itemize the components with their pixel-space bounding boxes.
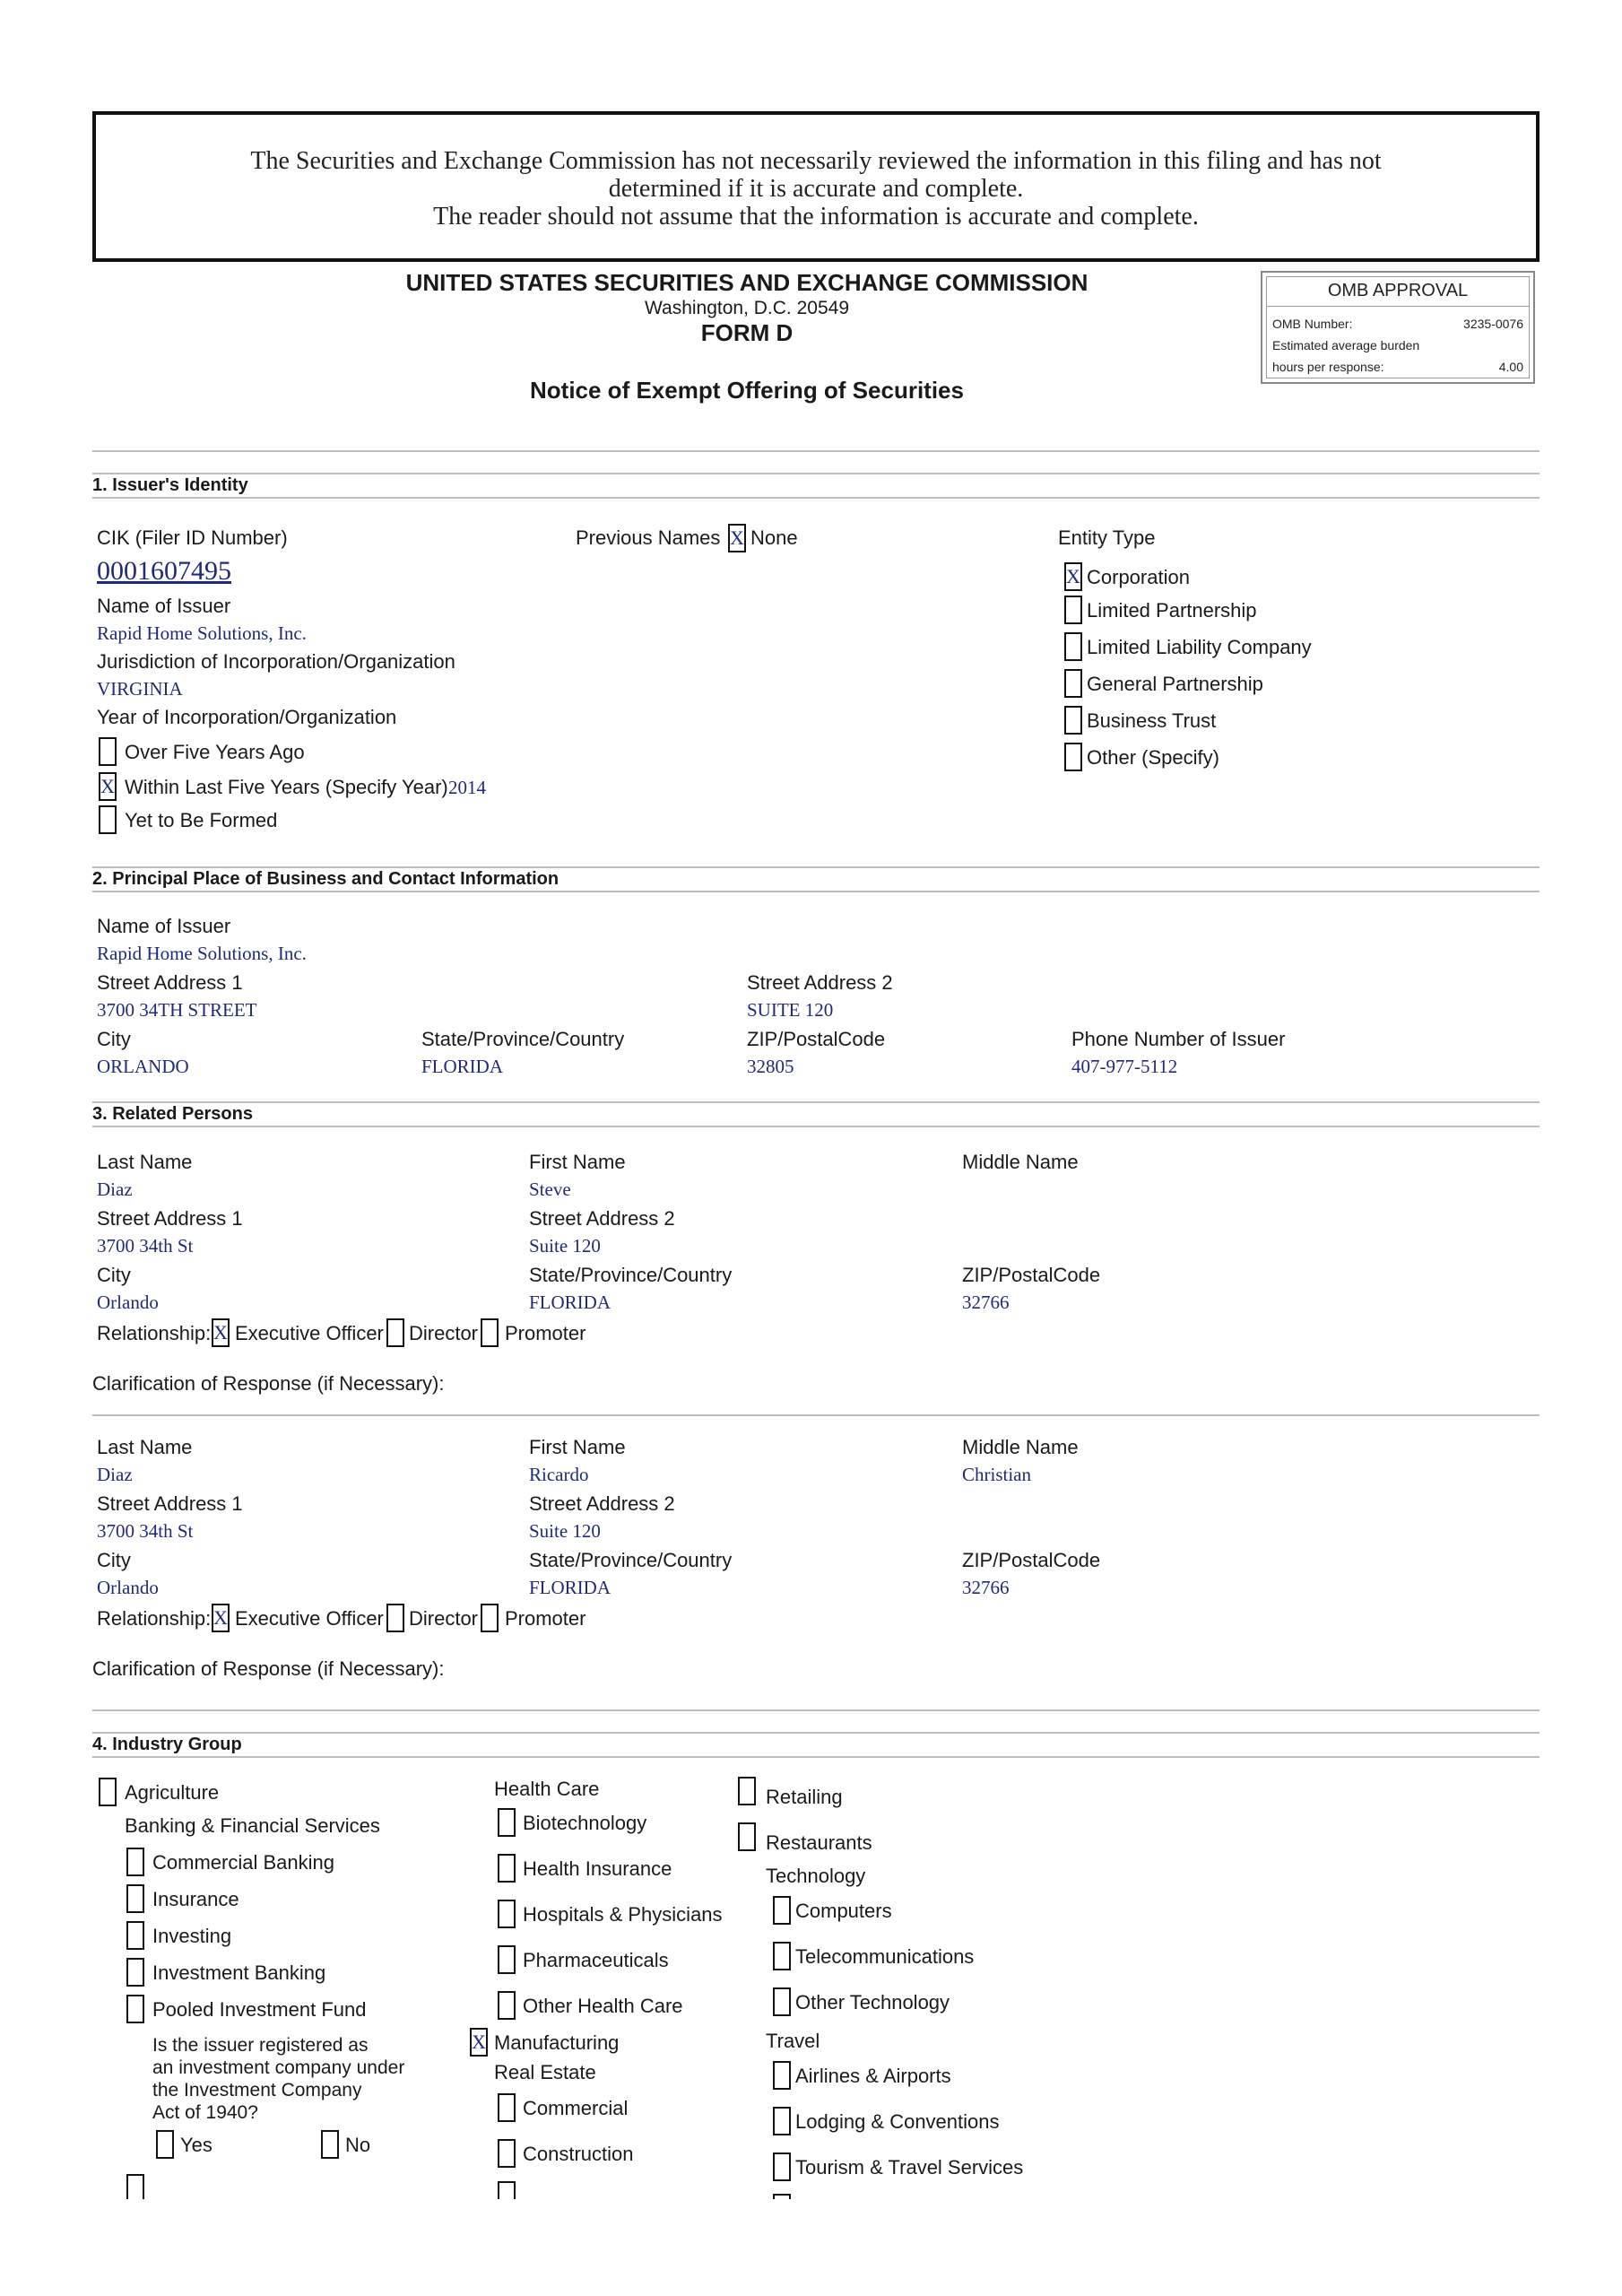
omb-approval-box — [1261, 271, 1535, 384]
executive-officer-checkbox[interactable]: X — [212, 1318, 230, 1347]
commercial-banking-checkbox[interactable] — [126, 1848, 144, 1876]
person-city: Orlando — [97, 1577, 159, 1598]
person-last-name-label: Last Name — [97, 1151, 193, 1173]
other-health-care-checkbox[interactable] — [498, 1991, 516, 2020]
entity-limited-partnership-checkbox[interactable] — [1064, 596, 1082, 624]
telecommunications-checkbox[interactable] — [773, 1942, 791, 1970]
person-street1-label: Street Address 1 — [97, 1492, 243, 1515]
other-technology-checkbox[interactable] — [773, 1987, 791, 2016]
agriculture-checkbox[interactable] — [99, 1778, 117, 1806]
investment-banking-checkbox[interactable] — [126, 1958, 144, 1987]
pharmaceuticals-label: Pharmaceuticals — [523, 1949, 669, 1971]
pharmaceuticals-checkbox[interactable] — [498, 1945, 516, 1974]
person-zip: 32766 — [962, 1577, 1010, 1598]
cik-label: CIK (Filer ID Number) — [97, 526, 288, 549]
omb-number-value: 3235-0076 — [1463, 317, 1523, 331]
yet-to-be-formed-checkbox[interactable] — [99, 805, 117, 834]
investing-checkbox[interactable] — [126, 1921, 144, 1950]
airlines-airports-checkbox[interactable] — [773, 2061, 791, 2090]
person-state-label: State/Province/Country — [529, 1264, 733, 1286]
airlines-airports-label: Airlines & Airports — [795, 2065, 951, 2087]
pooled-investment-fund-checkbox[interactable] — [126, 1995, 144, 2023]
tourism-travel-checkbox[interactable] — [773, 2152, 791, 2181]
entity-other-checkbox[interactable] — [1064, 743, 1082, 771]
person-last-name: Diaz — [97, 1178, 133, 1200]
issuer-name-value: Rapid Home Solutions, Inc. — [97, 622, 307, 644]
entity-corporation-label: Corporation — [1087, 566, 1190, 588]
real-estate-heading: Real Estate — [494, 2061, 596, 2083]
entity-corporation-checkbox[interactable]: X — [1064, 562, 1082, 591]
omb-title: OMB APPROVAL — [1327, 281, 1469, 300]
disclaimer-line-3: The reader should not assume that the information is accurate and complete. — [433, 203, 1199, 230]
section-2-heading: 2. Principal Place of Business and Contact Information — [92, 869, 559, 889]
investment-banking-label: Investment Banking — [152, 1961, 326, 1984]
issuer-name-label: Name of Issuer — [97, 595, 231, 617]
construction-label: Construction — [523, 2143, 634, 2165]
real-estate-commercial-label: Commercial — [523, 2097, 629, 2119]
retailing-label: Retailing — [766, 1786, 843, 1808]
biotechnology-label: Biotechnology — [523, 1812, 647, 1834]
omb-number-label: OMB Number: — [1272, 317, 1353, 331]
director-label: Director — [409, 1607, 479, 1630]
other-banking-checkbox[interactable] — [126, 2174, 144, 2199]
promoter-checkbox[interactable] — [481, 1318, 499, 1347]
clarification-label: Clarification of Response (if Necessary): — [92, 1657, 445, 1680]
biotechnology-checkbox[interactable] — [498, 1808, 516, 1837]
restaurants-checkbox[interactable] — [738, 1822, 756, 1851]
form-title: FORM D — [700, 319, 794, 346]
entity-general-partnership-checkbox[interactable] — [1064, 669, 1082, 698]
disclaimer-line-1: The Securities and Exchange Commission has not necessarily reviewed the information in this filing and has not — [250, 147, 1382, 175]
person-first-name-label: First Name — [529, 1436, 626, 1458]
section-4-heading: 4. Industry Group — [92, 1735, 242, 1754]
within-five-years-label: Within Last Five Years (Specify Year) — [125, 776, 448, 798]
previous-names-label: Previous Names — [576, 526, 721, 549]
insurance-checkbox[interactable] — [126, 1884, 144, 1913]
person-first-name: Ricardo — [529, 1464, 589, 1485]
agriculture-label: Agriculture — [125, 1781, 220, 1804]
principal-street2-label: Street Address 2 — [747, 971, 893, 994]
person-street2-label: Street Address 2 — [529, 1207, 675, 1230]
person-city-label: City — [97, 1264, 131, 1286]
within-five-years-checkbox[interactable]: X — [99, 772, 117, 801]
director-label: Director — [409, 1322, 479, 1344]
jurisdiction-value: VIRGINIA — [97, 678, 183, 700]
entity-business-trust-label: Business Trust — [1087, 709, 1217, 732]
principal-street2-value: SUITE 120 — [747, 999, 834, 1021]
question-line: an investment company under — [152, 2057, 405, 2078]
real-estate-commercial-checkbox[interactable] — [498, 2093, 516, 2122]
person-first-name: Steve — [529, 1178, 571, 1200]
director-checkbox[interactable] — [386, 1604, 404, 1632]
commercial-banking-label: Commercial Banking — [152, 1851, 334, 1874]
retailing-checkbox[interactable] — [738, 1777, 756, 1805]
clarification-label: Clarification of Response (if Necessary): — [92, 1372, 445, 1395]
entity-business-trust-checkbox[interactable] — [1064, 706, 1082, 735]
health-care-heading: Health Care — [494, 1778, 600, 1800]
principal-name-label: Name of Issuer — [97, 915, 231, 937]
section-1-heading: 1. Issuer's Identity — [92, 475, 248, 495]
over-five-years-checkbox[interactable] — [99, 737, 117, 766]
promoter-checkbox[interactable] — [481, 1604, 499, 1632]
section-3-heading: 3. Related Persons — [92, 1104, 253, 1124]
promoter-label: Promoter — [505, 1322, 586, 1344]
restaurants-label: Restaurants — [766, 1831, 872, 1854]
principal-zip-label: ZIP/PostalCode — [747, 1028, 886, 1050]
person-last-name: Diaz — [97, 1464, 133, 1485]
jurisdiction-label: Jurisdiction of Incorporation/Organization — [97, 650, 455, 673]
telecommunications-label: Telecommunications — [795, 1945, 975, 1968]
person-zip: 32766 — [962, 1292, 1010, 1313]
other-real-estate-checkbox[interactable] — [498, 2181, 516, 2199]
entity-llc-checkbox[interactable] — [1064, 632, 1082, 661]
other-travel-checkbox[interactable] — [773, 2194, 791, 2199]
computers-label: Computers — [795, 1900, 892, 1922]
agency-title: UNITED STATES SECURITIES AND EXCHANGE COMMISSION — [405, 269, 1089, 296]
person-street1: 3700 34th St — [97, 1235, 194, 1257]
person-zip-label: ZIP/PostalCode — [962, 1264, 1101, 1286]
travel-heading: Travel — [766, 2030, 820, 2052]
person-city: Orlando — [97, 1292, 159, 1313]
person-street1: 3700 34th St — [97, 1520, 194, 1542]
relationship-label: Relationship: — [97, 1322, 212, 1344]
year-value: 2014 — [448, 777, 486, 798]
yes-label: Yes — [180, 2134, 213, 2156]
yes-checkbox[interactable] — [156, 2130, 174, 2159]
principal-zip-value: 32805 — [747, 1056, 794, 1077]
lodging-conventions-checkbox[interactable] — [773, 2107, 791, 2135]
technology-heading: Technology — [766, 1865, 866, 1887]
principal-state-value: FLORIDA — [421, 1056, 504, 1077]
principal-street1-value: 3700 34TH STREET — [97, 999, 257, 1021]
person-middle-name-label: Middle Name — [962, 1436, 1079, 1458]
promoter-label: Promoter — [505, 1607, 586, 1630]
person-city-label: City — [97, 1549, 131, 1571]
entity-limited-partnership-label: Limited Partnership — [1087, 599, 1257, 622]
disclaimer-line-2: determined if it is accurate and complete. — [608, 175, 1024, 203]
entity-general-partnership-label: General Partnership — [1087, 673, 1263, 695]
health-insurance-checkbox[interactable] — [498, 1854, 516, 1883]
computers-checkbox[interactable] — [773, 1896, 791, 1925]
person-street1-label: Street Address 1 — [97, 1207, 243, 1230]
pooled-investment-fund-label: Pooled Investment Fund — [152, 1998, 367, 2021]
principal-city-value: ORLANDO — [97, 1056, 189, 1077]
executive-officer-checkbox[interactable]: X — [212, 1604, 230, 1632]
lodging-conventions-label: Lodging & Conventions — [795, 2110, 1000, 2133]
person-street2-label: Street Address 2 — [529, 1492, 675, 1515]
no-checkbox[interactable] — [321, 2130, 339, 2159]
omb-hours-label: hours per response: — [1272, 360, 1384, 374]
hospitals-physicians-checkbox[interactable] — [498, 1900, 516, 1928]
phone-value: 407-977-5112 — [1071, 1056, 1178, 1077]
executive-officer-label: Executive Officer — [235, 1322, 384, 1344]
construction-checkbox[interactable] — [498, 2139, 516, 2168]
question-line: Is the issuer registered as — [152, 2035, 369, 2056]
person-state: FLORIDA — [529, 1577, 612, 1598]
person-state-label: State/Province/Country — [529, 1549, 733, 1571]
entity-other-label: Other (Specify) — [1087, 746, 1219, 769]
person-state: FLORIDA — [529, 1292, 612, 1313]
person-last-name-label: Last Name — [97, 1436, 193, 1458]
disclaimer-box — [92, 111, 1540, 262]
question-line: the Investment Company — [152, 2080, 362, 2100]
manufacturing-label: Manufacturing — [494, 2031, 620, 2054]
previous-names-none-checkbox[interactable]: X — [728, 524, 746, 552]
investing-label: Investing — [152, 1925, 232, 1947]
health-insurance-label: Health Insurance — [523, 1857, 672, 1880]
person-street2: Suite 120 — [529, 1520, 601, 1542]
previous-names-none-label: None — [750, 526, 798, 549]
person-street2: Suite 120 — [529, 1235, 601, 1257]
other-technology-label: Other Technology — [795, 1991, 950, 2013]
insurance-label: Insurance — [152, 1888, 239, 1910]
tourism-travel-label: Tourism & Travel Services — [795, 2156, 1024, 2179]
no-label: No — [345, 2134, 371, 2156]
entity-type-label: Entity Type — [1058, 526, 1156, 549]
investment-company-question — [152, 2034, 404, 2124]
over-five-years-label: Over Five Years Ago — [125, 741, 305, 763]
entity-llc-label: Limited Liability Company — [1087, 636, 1312, 658]
hospitals-physicians-label: Hospitals & Physicians — [523, 1903, 723, 1926]
executive-officer-label: Executive Officer — [235, 1607, 384, 1630]
director-checkbox[interactable] — [386, 1318, 404, 1347]
form-subtitle: Notice of Exempt Offering of Securities — [530, 377, 964, 404]
principal-name-value: Rapid Home Solutions, Inc. — [97, 943, 307, 964]
relationship-label: Relationship: — [97, 1607, 212, 1630]
manufacturing-checkbox[interactable]: X — [470, 2028, 488, 2057]
omb-hours-value: 4.00 — [1498, 360, 1523, 374]
cik-value[interactable]: 0001607495 — [97, 556, 231, 586]
person-middle-name-label: Middle Name — [962, 1151, 1079, 1173]
omb-burden-label: Estimated average burden — [1272, 338, 1420, 352]
person-first-name-label: First Name — [529, 1151, 626, 1173]
person-zip-label: ZIP/PostalCode — [962, 1549, 1101, 1571]
person-middle-name: Christian — [962, 1464, 1031, 1485]
year-label: Year of Incorporation/Organization — [97, 706, 397, 728]
agency-city: Washington, D.C. 20549 — [644, 298, 850, 318]
question-line: Act of 1940? — [152, 2102, 258, 2123]
principal-state-label: State/Province/Country — [421, 1028, 625, 1050]
yet-to-be-formed-label: Yet to Be Formed — [125, 809, 278, 831]
phone-label: Phone Number of Issuer — [1071, 1028, 1286, 1050]
banking-heading: Banking & Financial Services — [125, 1814, 380, 1837]
other-health-care-label: Other Health Care — [523, 1995, 683, 2017]
principal-city-label: City — [97, 1028, 131, 1050]
principal-street1-label: Street Address 1 — [97, 971, 243, 994]
